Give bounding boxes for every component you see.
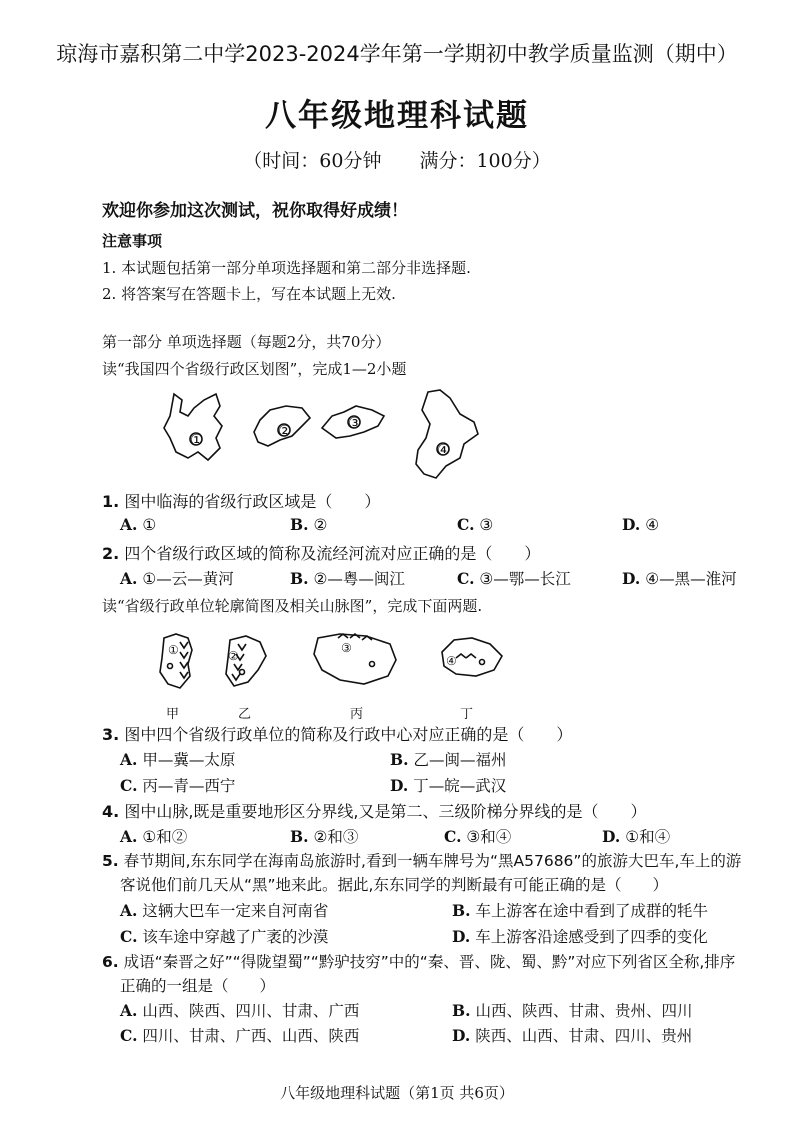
question-3-stem <box>102 722 572 745</box>
question-1-stem <box>102 489 380 512</box>
exam-header: 琼海市嘉积第二中学2023-2024学年第一学期初中教学质量监测（期中） <box>56 42 738 66</box>
exam-title: 八年级地理科试题 <box>265 98 529 134</box>
option-text: ②—粤—闽江 <box>313 570 405 588</box>
option-letter: D. <box>452 1026 471 1045</box>
question-1-text: 图中临海的省级行政区域是（ ） <box>124 492 381 511</box>
question-5-stem-line-1 <box>102 849 741 871</box>
option-letter: D. <box>452 927 471 946</box>
option-letter: A. <box>120 827 138 846</box>
option-letter: C. <box>120 776 138 795</box>
option-letter: C. <box>457 569 475 588</box>
question-2-text: 四个省级行政区域的简称及流经河流对应正确的是（ ） <box>124 544 541 563</box>
question-6-option-a <box>120 999 359 1021</box>
question-3-option-c <box>120 774 235 796</box>
option-letter: C. <box>120 927 138 946</box>
question-4-number: 4. <box>102 802 120 821</box>
option-text: 车上游客在途中看到了成群的牦牛 <box>475 902 708 920</box>
option-text: ④—黑—淮河 <box>645 570 737 588</box>
question-3-number: 3. <box>102 725 120 744</box>
map2-mark-4: ④ <box>446 654 457 668</box>
map2-label-jia: 甲 <box>166 707 180 722</box>
option-letter: D. <box>602 827 621 846</box>
option-letter: B. <box>290 827 309 846</box>
question-2-number: 2. <box>102 544 120 563</box>
question-1-option-b <box>290 515 327 534</box>
option-text: ①和④ <box>625 828 671 846</box>
option-letter: B. <box>390 750 409 769</box>
question-5-option-c <box>120 925 328 947</box>
question-3-option-a <box>120 748 235 770</box>
question-1-option-c <box>457 515 493 534</box>
question-2-option-c <box>457 567 571 589</box>
question-4-option-a <box>120 825 187 847</box>
question-1-option-a <box>120 515 156 534</box>
option-letter: A. <box>120 750 138 769</box>
note-item-2: 2. 将答案写在答题卡上，写在本试题上无效. <box>102 285 396 303</box>
option-text: 该车途中穿越了广袤的沙漠 <box>142 928 329 946</box>
option-letter: D. <box>622 515 641 534</box>
question-6-stem-line-2: 正确的一组是（ ） <box>120 977 276 995</box>
question-2-stem <box>102 541 540 564</box>
option-text: 这辆大巴车一定来自河南省 <box>142 902 329 920</box>
option-text: ③和④ <box>466 828 512 846</box>
question-4-stem <box>102 799 647 822</box>
question-4-option-b <box>290 825 358 847</box>
map1-label-4: ④ <box>437 441 451 459</box>
map1-label-2: ② <box>278 422 292 440</box>
option-letter: B. <box>290 515 309 534</box>
option-text: ③—鄂—长江 <box>479 570 571 588</box>
question-5-option-d <box>452 925 708 947</box>
option-letter: B. <box>452 901 471 920</box>
option-letter: C. <box>120 1026 138 1045</box>
map1-label-3: ③ <box>348 414 362 432</box>
note-item-1: 1. 本试题包括第一部分单项选择题和第二部分非选择题. <box>102 259 471 277</box>
option-text: 山西、陕西、四川、甘肃、广西 <box>142 1002 360 1020</box>
question-5-option-b <box>452 899 708 921</box>
option-text: 陕西、山西、甘肃、四川、贵州 <box>475 1027 693 1045</box>
question-3-option-d <box>390 774 506 796</box>
option-text: ①和② <box>142 828 188 846</box>
page-footer: 八年级地理科试题（第1页 共6页） <box>280 1084 514 1102</box>
option-text: 丙—青—西宁 <box>142 777 236 795</box>
question-4-option-d <box>602 825 670 847</box>
question-2-option-b <box>290 567 405 589</box>
question-1-number: 1. <box>102 492 120 511</box>
option-text: 丁—皖—武汉 <box>413 777 507 795</box>
option-text: ① <box>142 516 157 534</box>
question-2-option-a <box>120 567 234 589</box>
option-letter: A. <box>120 569 138 588</box>
map2-mark-3: ③ <box>341 641 352 655</box>
question-5-stem-line-2: 客说他们前几天从“黑”地来此。据此,东东同学的判断最有可能正确的是（ ） <box>120 876 668 894</box>
option-text: 甲—冀—太原 <box>142 751 236 769</box>
question-6-option-d <box>452 1024 692 1046</box>
question-4-option-c <box>444 825 511 847</box>
question-1-option-d <box>622 515 659 534</box>
option-text: ③ <box>479 516 494 534</box>
option-letter: D. <box>622 569 641 588</box>
question-5-option-a <box>120 899 328 921</box>
province-outline-4 <box>416 390 478 478</box>
map2-label-ding: 丁 <box>460 707 474 722</box>
option-text: 山西、陕西、甘肃、贵州、四川 <box>475 1002 693 1020</box>
option-text: 车上游客沿途感受到了四季的变化 <box>475 928 708 946</box>
welcome-message: 欢迎你参加这次测试，祝你取得好成绩！ <box>102 201 408 221</box>
map2-label-yi: 乙 <box>238 707 252 722</box>
option-letter: A. <box>120 901 138 920</box>
question-6-text-1: 成语“秦晋之好”“得陇望蜀”“黔驴技穷”中的“秦、晋、陇、蜀、黔”对应下列省区全称,排序 <box>123 953 736 971</box>
notes-heading: 注意事项 <box>102 232 163 250</box>
option-letter: C. <box>457 515 475 534</box>
question-3-option-b <box>390 748 506 770</box>
province-map-figure-1 <box>160 386 480 486</box>
question-5-text-1: 春节期间,东东同学在海南岛旅游时,看到一辆车牌号为“黑A57686”的旅游大巴车,车上的游 <box>123 852 742 870</box>
question-5-number: 5. <box>102 852 119 870</box>
map2-label-bing: 丙 <box>350 707 364 722</box>
option-text: ②和③ <box>313 828 359 846</box>
part1-heading: 第一部分 单项选择题（每题2分，共70分） <box>102 333 391 351</box>
outline-bing <box>314 634 396 684</box>
option-letter: B. <box>452 1001 471 1020</box>
option-letter: A. <box>120 515 138 534</box>
question-4-text: 图中山脉,既是重要地形区分界线,又是第二、三级阶梯分界线的是（ ） <box>124 802 647 821</box>
province-outline-1 <box>164 394 222 460</box>
option-letter: A. <box>120 1001 138 1020</box>
question-6-option-c <box>120 1024 359 1046</box>
question-6-number: 6. <box>102 953 119 971</box>
exam-time-score: （时间：60分钟 满分：100分） <box>243 150 551 172</box>
option-letter: B. <box>290 569 309 588</box>
option-text: 乙—闽—福州 <box>413 751 507 769</box>
option-text: ①—云—黄河 <box>142 570 234 588</box>
part1-intro-map2: 读“省级行政单位轮廓简图及相关山脉图”，完成下面两题. <box>102 597 483 615</box>
question-2-option-d <box>622 567 737 589</box>
question-6-option-b <box>452 999 692 1021</box>
question-6-stem-line-1 <box>102 950 735 972</box>
option-text: 四川、甘肃、广西、山西、陕西 <box>142 1027 360 1045</box>
map2-mark-2: ② <box>228 649 239 663</box>
option-text: ④ <box>645 516 660 534</box>
option-letter: D. <box>390 776 409 795</box>
option-text: ② <box>313 516 328 534</box>
question-3-text: 图中四个省级行政单位的简称及行政中心对应正确的是（ ） <box>124 725 573 744</box>
map2-mark-1: ① <box>168 643 179 657</box>
part1-intro-map1: 读“我国四个省级行政区划图”，完成1—2小题 <box>102 360 407 378</box>
map1-label-1: ① <box>190 431 204 449</box>
option-letter: C. <box>444 827 462 846</box>
